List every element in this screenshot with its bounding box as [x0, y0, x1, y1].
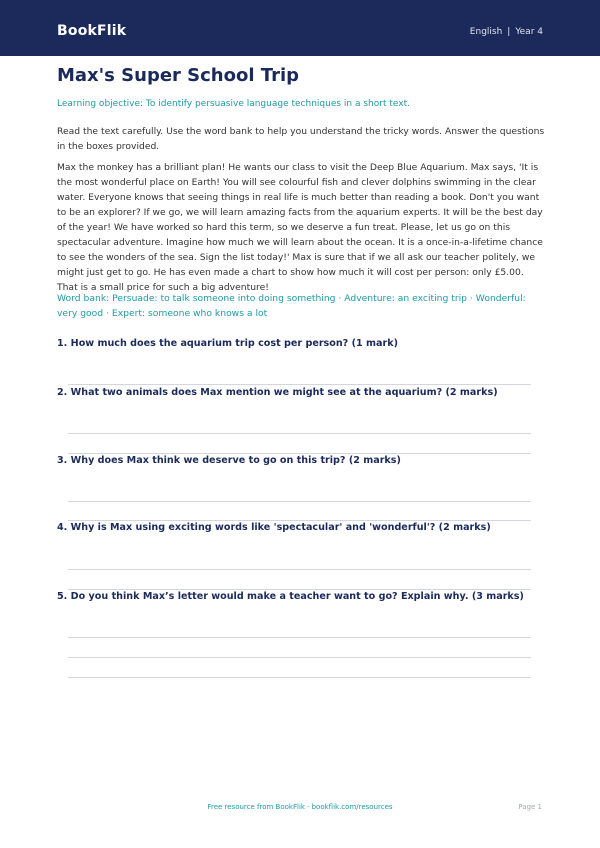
subject-label: English: [469, 27, 503, 37]
answer-line[interactable]: [68, 433, 531, 434]
page-number: Page 1: [518, 803, 542, 811]
reading-passage: Max the monkey has a brilliant plan! He wants our class to visit the Deep Blue Aquarium. Max says, 'It is the most wonderful place on Earth! You will see colourful fish and clever dolphins swimming in the clear water. Everyone knows that seeing things in real life is much better than reading a book. Don't you want to be an explorer? If we go, we will learn amazing facts from the aquarium experts. It will be the best day of the year! We have worked so hard this term, so we deserve a fun treat. Please, let us go on this spectacular adventure. Imagine how much we will learn about the ocean. It is a once-in-a-lifetime chance to see the wonders of the sea. Sign the list today!' Max is sure that if we all ask our teacher politely, we might just get to go. He has even made a chart to show how much it will cost per person: only £5.00. That is a small price for such a big adventure!: [57, 162, 543, 293]
question-5: 5. Do you think Max’s letter would make a teacher want to go? Explain why. (3 marks): [57, 591, 524, 602]
instructions-text: Read the text carefully. Use the word bank to help you understand the tricky words. Answer the questions in the boxes provided.: [57, 126, 545, 152]
word-bank: Word bank: Persuade: to talk someone into doing something · Adventure: an exciting trip · Wonderful: very good · Expert: someone who knows a lot: [57, 293, 526, 319]
question-2: 2. What two animals does Max mention we might see at the aquarium? (2 marks): [57, 387, 498, 398]
answer-line[interactable]: [68, 384, 531, 385]
meta-separator: |: [507, 27, 511, 37]
answer-line[interactable]: [68, 501, 531, 502]
brand-logo-text: BookFlik: [57, 23, 127, 39]
question-1: 1. How much does the aquarium trip cost per person? (1 mark): [57, 338, 398, 349]
learning-objective: Learning objective: To identify persuasive language techniques in a short text.: [57, 99, 410, 109]
answer-line[interactable]: [68, 453, 531, 454]
page-header: [0, 0, 600, 56]
page-title: Max's Super School Trip: [57, 65, 300, 86]
answer-line[interactable]: [68, 637, 531, 638]
answer-line[interactable]: [68, 589, 531, 590]
answer-line[interactable]: [68, 657, 531, 658]
year-label: Year 4: [515, 27, 543, 37]
answer-line[interactable]: [68, 520, 531, 521]
answer-line[interactable]: [68, 677, 531, 678]
header-meta: [470, 27, 543, 37]
answer-line[interactable]: [68, 569, 531, 570]
footer-text: Free resource from BookFlik · bookflik.com/resources: [207, 803, 393, 811]
question-4: 4. Why is Max using exciting words like 'spectacular' and 'wonderful'? (2 marks): [57, 522, 491, 533]
question-3: 3. Why does Max think we deserve to go on this trip? (2 marks): [57, 455, 401, 466]
